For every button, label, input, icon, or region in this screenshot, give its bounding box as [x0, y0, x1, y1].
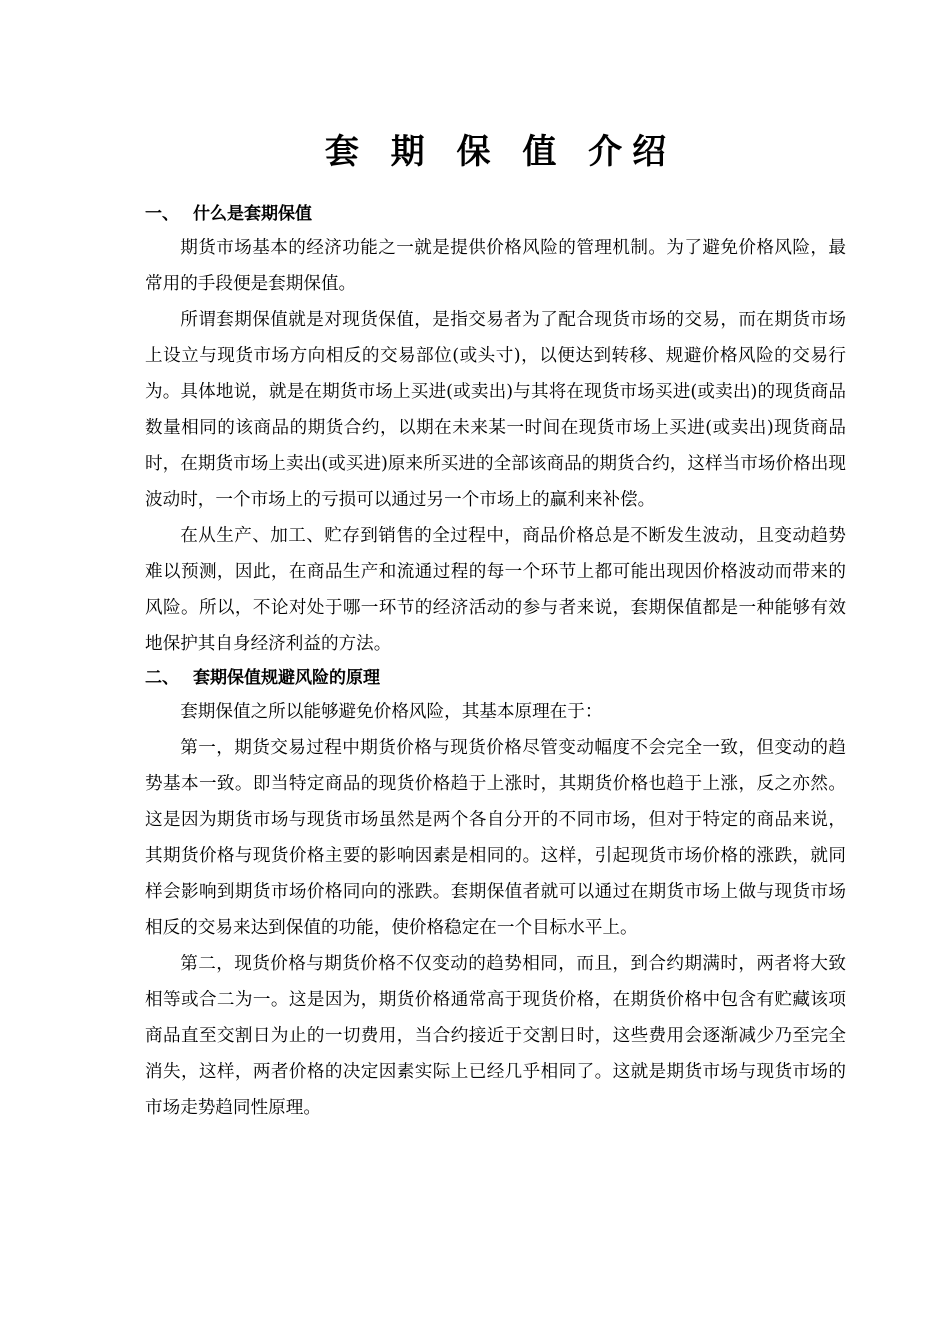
- section-what-is-hedging: [145, 198, 846, 662]
- paragraph: 期货市场基本的经济功能之一就是提供价格风险的管理机制。为了避免价格风险，最常用的手段便是套期保值。: [145, 238, 846, 294]
- section-number: 一、: [145, 204, 179, 224]
- section-heading: [145, 198, 846, 230]
- paragraph: 套期保值之所以能够避免价格风险，其基本原理在于：: [180, 702, 603, 722]
- section-heading-text: 套期保值规避风险的原理: [193, 668, 380, 688]
- section-heading-text: 什么是套期保值: [193, 204, 312, 224]
- paragraph: 所谓套期保值就是对现货保值，是指交易者为了配合现货市场的交易，而在期货市场上设立与现货市场方向相反的交易部位(或头寸)，以便达到转移、规避价格风险的交易行为。具体地说，就是在期货市场上买进(或卖出)与其将在现货市场买进(或卖出)的现货商品数量相同的该商品的期货合约，以期在未来某一时间在现货市场上买进(或卖出)现货商品时，在期货市场上卖出(或买进)原来所买进的全部该商品的期货合约，这样当市场价格出现波动时，一个市场上的亏损可以通过另一个市场上的赢利来补偿。: [145, 310, 846, 510]
- paragraph: 第二，现货价格与期货价格不仅变动的趋势相同，而且，到合约期满时，两者将大致相等或合二为一。这是因为，期货价格通常高于现货价格，在期货价格中包含有贮藏该项商品直至交割日为止的一切费用，当合约接近于交割日时，这些费用会逐渐减少乃至完全消失，这样，两者价格的决定因素实际上已经几乎相同了。这就是期货市场与现货市场的市场走势趋同性原理。: [145, 954, 846, 1118]
- section-number: 二、: [145, 668, 179, 688]
- document-title: 套 期 保 值 介绍: [324, 132, 677, 172]
- paragraph: 在从生产、加工、贮存到销售的全过程中，商品价格总是不断发生波动，且变动趋势难以预测，因此，在商品生产和流通过程的每一个环节上都可能出现因价格波动而带来的风险。所以，不论对处于哪一环节的经济活动的参与者来说，套期保值都是一种能够有效地保护其自身经济利益的方法。: [145, 526, 846, 654]
- section-hedging-principle: [145, 662, 846, 1126]
- paragraph: 第一，期货交易过程中期货价格与现货价格尽管变动幅度不会完全一致，但变动的趋势基本一致。即当特定商品的现货价格趋于上涨时，其期货价格也趋于上涨，反之亦然。这是因为期货市场与现货市场虽然是两个各自分开的不同市场，但对于特定的商品来说，其期货价格与现货价格主要的影响因素是相同的。这样，引起现货市场价格的涨跌，就同样会影响到期货市场价格同向的涨跌。套期保值者就可以通过在期货市场上做与现货市场相反的交易来达到保值的功能，使价格稳定在一个目标水平上。: [145, 738, 846, 938]
- section-heading: [145, 662, 846, 694]
